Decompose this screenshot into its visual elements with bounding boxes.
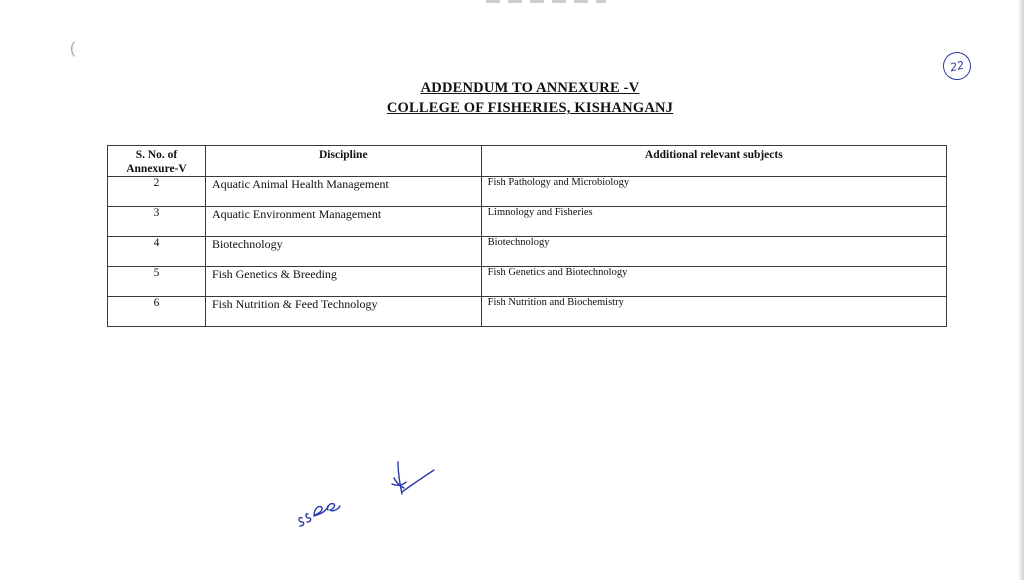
page-number: 22 — [948, 58, 966, 74]
cell-sno: 3 — [108, 207, 206, 237]
handwritten-signature-icon — [292, 456, 452, 536]
document-title: ADDENDUM TO ANNEXURE -V — [420, 80, 640, 96]
cell-discipline: Aquatic Animal Health Management — [205, 177, 481, 207]
cell-sno: 5 — [108, 267, 206, 297]
table-row — [108, 177, 947, 207]
header-sno — [108, 146, 206, 177]
cell-sno: 2 — [108, 177, 206, 207]
cell-sno: 6 — [108, 297, 206, 327]
cell-subjects: Fish Genetics and Biotechnology — [481, 267, 946, 297]
table-header-row — [108, 146, 947, 177]
annexure-table — [107, 145, 947, 327]
header-discipline: Discipline — [205, 146, 481, 177]
cell-subjects: Fish Nutrition and Biochemistry — [481, 297, 946, 327]
cell-discipline: Fish Nutrition & Feed Technology — [205, 297, 481, 327]
table-row — [108, 207, 947, 237]
header-sno-line1: S. No. of — [135, 149, 178, 161]
document-subtitle: COLLEGE OF FISHERIES, KISHANGANJ — [386, 100, 674, 116]
cell-discipline: Biotechnology — [205, 237, 481, 267]
table-row — [108, 237, 947, 267]
header-subjects: Additional relevant subjects — [481, 146, 946, 177]
table-row — [108, 297, 947, 327]
cell-sno: 4 — [108, 237, 206, 267]
page-number-circle — [940, 49, 973, 82]
cell-subjects: Biotechnology — [481, 237, 946, 267]
scan-artifact — [486, 0, 606, 3]
table-row — [108, 267, 947, 297]
stray-mark: ( — [70, 40, 76, 57]
cell-subjects: Fish Pathology and Microbiology — [481, 177, 946, 207]
cell-discipline: Aquatic Environment Management — [205, 207, 481, 237]
header-sno-line2: Annexure-V — [126, 163, 187, 175]
cell-subjects: Limnology and Fisheries — [481, 207, 946, 237]
cell-discipline: Fish Genetics & Breeding — [205, 267, 481, 297]
